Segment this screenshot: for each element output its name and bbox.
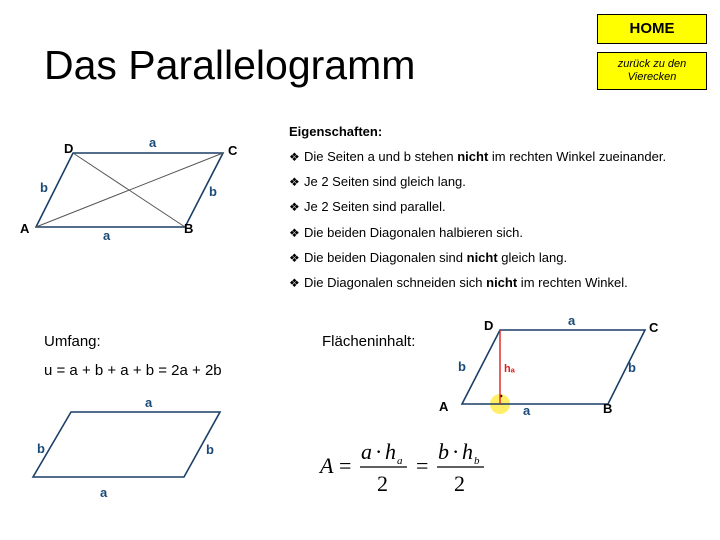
side-label-b-right: b <box>628 360 636 375</box>
side-label-b-right: b <box>209 184 217 199</box>
side-label-a-top: a <box>568 313 576 328</box>
diamond-bullet-icon: ❖ <box>289 225 300 240</box>
perimeter-formula: u = a + b + a + b = 2a + 2b <box>44 362 222 379</box>
property-text: Die Seiten a und b stehen <box>304 149 458 164</box>
area-label: Flächeninhalt: <box>322 333 416 350</box>
parallelogram-outline <box>462 330 645 404</box>
vertex-label-a: A <box>439 399 449 414</box>
formula-num2-sub: b <box>474 455 480 467</box>
diagonal-bd <box>73 153 185 227</box>
formula-num2-h: h <box>462 439 473 464</box>
vertex-label-d: D <box>64 141 74 156</box>
properties-heading: Eigenschaften: <box>289 124 383 139</box>
diamond-bullet-icon: ❖ <box>289 200 300 215</box>
property-text: Je 2 Seiten sind gleich lang. <box>304 174 466 190</box>
formula-equals: = <box>339 453 352 478</box>
property-text: Die beiden Diagonalen sind <box>304 249 467 265</box>
property-emphasis: nicht <box>457 149 489 164</box>
formula-num1-var: a <box>361 439 372 464</box>
diamond-bullet-icon: ❖ <box>289 175 300 190</box>
side-label-b-right: b <box>206 442 214 457</box>
parallelogram-outline <box>33 412 220 477</box>
property-text: Die beiden Diagonalen halbieren sich. <box>304 224 523 240</box>
diamond-bullet-icon: ❖ <box>289 250 300 265</box>
parallelogram-diagonals-figure <box>20 135 238 243</box>
side-label-a-bottom: a <box>100 485 108 500</box>
formula-den2: 2 <box>454 471 465 496</box>
formula-num1-h: h <box>385 439 396 464</box>
vertex-label-c: C <box>649 320 659 335</box>
formula-dot: · <box>452 439 460 464</box>
side-label-b-left: b <box>458 359 466 374</box>
side-label-a-top: a <box>145 395 153 410</box>
formula-dot: · <box>375 439 383 464</box>
property-text: gleich lang. <box>497 249 568 265</box>
side-label-b-left: b <box>37 441 45 456</box>
parallelogram-height-figure <box>439 313 659 418</box>
property-text: im rechten Winkel. <box>517 274 628 290</box>
vertex-label-c: C <box>228 143 238 158</box>
property-emphasis: nicht <box>486 274 518 290</box>
vertex-label-a: A <box>20 221 30 236</box>
side-label-b-left: b <box>40 180 48 195</box>
side-label-a-bottom: a <box>103 228 111 243</box>
formula-num1-sub: a <box>397 455 403 467</box>
home-button[interactable]: HOME <box>597 14 707 44</box>
vertex-label-d: D <box>484 318 494 333</box>
height-label: hₐ <box>504 363 515 375</box>
vertex-label-b: B <box>603 401 613 416</box>
diamond-bullet-icon: ❖ <box>289 275 300 290</box>
area-formula <box>318 439 484 496</box>
perimeter-label: Umfang: <box>44 333 101 350</box>
diamond-bullet-icon: ❖ <box>289 150 300 164</box>
formula-den1: 2 <box>377 471 388 496</box>
back-to-quadrilaterals-button[interactable]: zurück zu den Vierecken <box>597 52 707 90</box>
property-text: Je 2 Seiten sind parallel. <box>304 199 446 215</box>
page-title: Das Parallelogramm <box>44 42 416 88</box>
vertex-label-b: B <box>184 221 194 236</box>
property-text: im rechten Winkel zueinander. <box>488 149 667 164</box>
parallelogram-plain-figure <box>33 395 220 500</box>
formula-num2-var: b <box>438 439 449 464</box>
property-text: Die Diagonalen schneiden sich <box>304 274 487 290</box>
side-label-a-top: a <box>149 135 157 150</box>
formula-equals: = <box>416 453 429 478</box>
property-emphasis: nicht <box>466 249 498 265</box>
formula-lhs: A <box>320 453 334 478</box>
side-label-a-bottom: a <box>523 403 531 418</box>
